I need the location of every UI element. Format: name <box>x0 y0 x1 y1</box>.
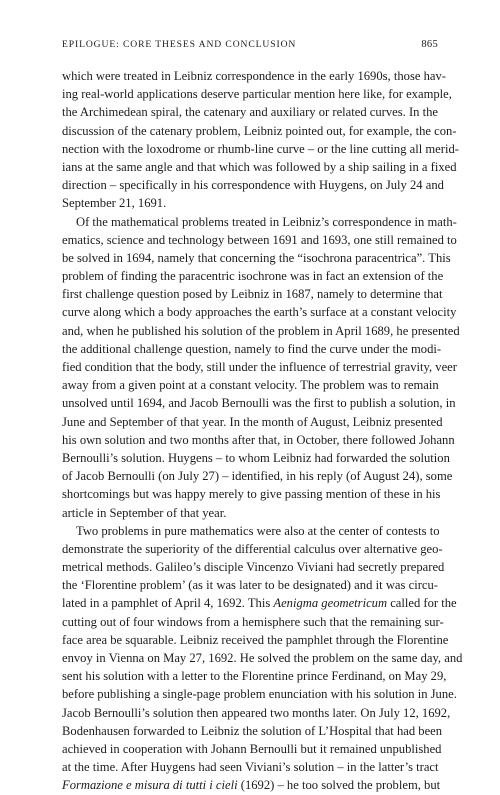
running-head <box>62 38 438 52</box>
text-line: his own solution and two months after that, in October, there followed Johann <box>62 432 455 447</box>
text-line: article in September of that year. <box>62 505 227 520</box>
text-line: September 21, 1691. <box>62 196 167 211</box>
text-line: ematics, science and technology between 1691 and 1693, one still remained to <box>62 232 457 247</box>
text-line: Bernoulli’s solution. Huygens – to whom Leibniz had forwarded the solution <box>62 450 450 465</box>
text-line: Formazione e misura di tutti i cieli (1692) – he too solved the problem, but <box>62 778 441 793</box>
text-line: the Archimedean spiral, the catenary and auxiliary or related curves. In the <box>62 105 438 120</box>
text-line: direction – specifically in his correspondence with Huygens, on July 24 and <box>62 178 444 193</box>
paragraph <box>62 67 459 213</box>
text-line: curve along which a body approaches the earth’s surface at a constant velocity <box>62 305 457 320</box>
text-line: Two problems in pure mathematics were also at the center of contests to <box>76 523 440 538</box>
running-title: EPILOGUE: CORE THESES AND CONCLUSION <box>62 39 297 50</box>
text-line: and, when he published his solution of the problem in April 1689, he presented <box>62 323 460 338</box>
text-line: of Jacob Bernoulli (on July 27) – identified, in his reply (of August 24), some <box>62 469 453 484</box>
text-line: Of the mathematical problems treated in Leibniz’s correspondence in math- <box>76 214 457 229</box>
text-line: ing real-world applications deserve particular mention here like, for example, <box>62 87 452 102</box>
text-line: cutting out of four windows from a hemisphere such that the remaining sur- <box>62 614 444 629</box>
text-line: shortcomings but was happy merely to give passing mention of these in his <box>62 487 441 502</box>
body-text <box>62 67 463 795</box>
text-line: Bodenhausen forwarded to Leibniz the solution of L’Hospital that had been <box>62 723 443 738</box>
text-line: metrical methods. Galileo’s disciple Vincenzo Viviani had secretly prepared <box>62 560 445 575</box>
text-line: face area be squarable. Leibniz received the pamphlet through the Florentine <box>62 632 449 647</box>
text-line: fied condition that the body, still under the influence of terrestrial gravity, veer <box>62 360 457 374</box>
text-line: nection with the loxodrome or rhumb-line curve – or the line cutting all merid- <box>62 141 459 156</box>
text-line: which were treated in Leibniz correspondence in the early 1690s, those hav- <box>62 69 446 83</box>
paragraph <box>62 522 463 795</box>
text-line: problem of finding the paracentric isochrone was in fact an extension of the <box>62 269 444 284</box>
text-line: at the time. After Huygens had seen Viviani’s solution – in the latter’s tract <box>62 760 439 775</box>
text-line: away from a given point at a constant velocity. The problem was to remain <box>62 378 439 393</box>
text-line: lated in a pamphlet of April 4, 1692. This Aenigma geometricum called for the <box>62 596 457 611</box>
text-line: unsolved until 1694, and Jacob Bernoulli was the first to publish a solution, in <box>62 396 456 411</box>
text-line: sent his solution with a letter to the Florentine prince Ferdinand, on May 29, <box>62 669 447 684</box>
text-line: demonstrate the superiority of the differential calculus over alternative geo- <box>62 541 443 556</box>
text-line: discussion of the catenary problem, Leibniz pointed out, for example, the con- <box>62 123 457 138</box>
text-line: before publishing a single-page problem enunciation with his solution in June. <box>62 687 457 702</box>
text-line: ians at the same angle and that which was followed by a ship sailing in a fixed <box>62 159 457 174</box>
text-line: the additional challenge question, namely to find the curve under the modi- <box>62 341 442 356</box>
page-number: 865 <box>421 39 438 50</box>
text-line: first challenge question posed by Leibniz in 1687, namely to determine that <box>62 287 443 302</box>
text-line: achieved in cooperation with Johann Bernoulli but it remained unpublished <box>62 741 442 756</box>
paragraph <box>62 213 460 522</box>
text-line: be solved in 1694, namely that concerning the “isochrona paracentrica”. This <box>62 250 451 265</box>
text-line: Jacob Bernoulli’s solution then appeared two months later. On July 12, 1692, <box>62 705 451 720</box>
text-line: June and September of that year. In the month of August, Leibniz presented <box>62 414 443 429</box>
text-line: the ‘Florentine problem’ (as it was later to be designated) and it was circu- <box>62 578 438 593</box>
text-line: envoy in Vienna on May 27, 1692. He solved the problem on the same day, and <box>62 651 463 665</box>
